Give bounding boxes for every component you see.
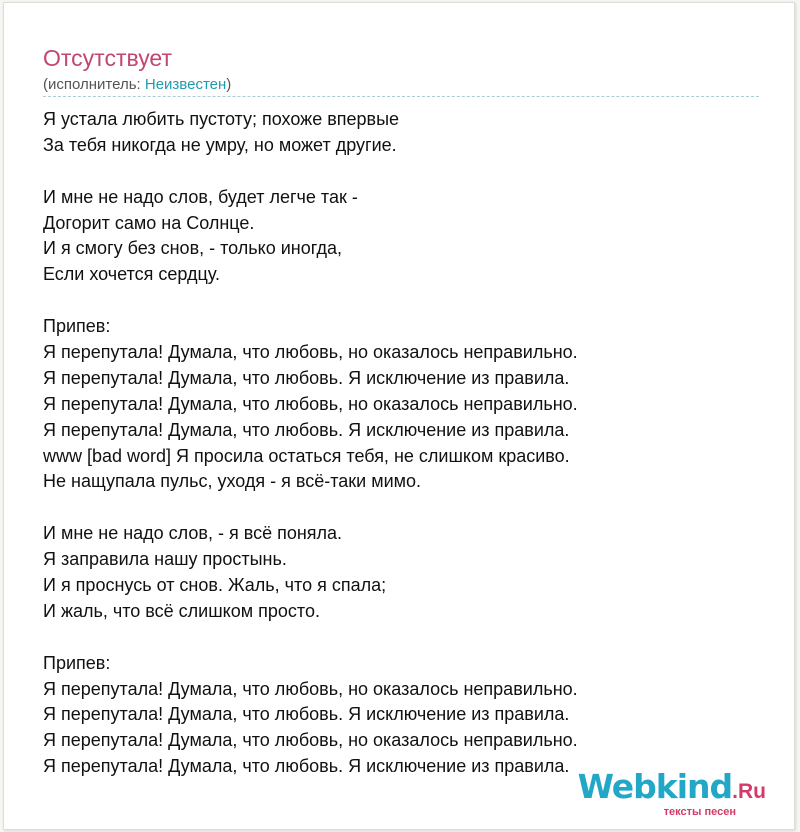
lyric-line: www [bad word] Я просила остаться тебя, не слишком красиво.	[43, 445, 570, 466]
lyric-line: Я заправила нашу простынь.	[43, 549, 287, 570]
lyric-line: Если хочется сердцу.	[43, 264, 220, 285]
lyric-blank-line	[43, 625, 763, 651]
lyric-blank-line	[43, 495, 763, 521]
lyric-line: Я перепутала! Думала, что любовь. Я исключение из правила.	[43, 367, 570, 388]
artist-prefix: (исполнитель:	[43, 76, 145, 93]
lyrics-page	[3, 2, 795, 830]
header-divider	[43, 96, 759, 97]
webkind-logo[interactable]	[576, 767, 766, 818]
lyric-line: Я перепутала! Думала, что любовь, но оказалось неправильно.	[43, 393, 578, 414]
lyric-line: Я перепутала! Думала, что любовь, но оказалось неправильно.	[43, 730, 578, 751]
lyric-line: И я смогу без снов, - только иногда,	[43, 238, 343, 259]
artist-link[interactable]: Неизвестен	[144, 76, 227, 93]
lyric-blank-line	[43, 159, 763, 185]
lyric-line: Я перепутала! Думала, что любовь. Я исключение из правила.	[43, 419, 570, 440]
lyric-line: И жаль, что всё слишком просто.	[43, 600, 320, 621]
lyric-line: Я перепутала! Думала, что любовь. Я исключение из правила.	[43, 756, 570, 777]
song-title: Отсутствует	[43, 45, 172, 71]
lyric-line: Я перепутала! Думала, что любовь. Я исключение из правила.	[43, 704, 570, 725]
logo-brand: Webkind	[577, 767, 733, 806]
lyric-line: Я перепутала! Думала, что любовь, но оказалось неправильно.	[43, 678, 578, 699]
lyric-line: И мне не надо слов, - я всё поняла.	[43, 523, 343, 544]
artist-suffix: )	[226, 76, 232, 93]
artist-line	[43, 75, 231, 95]
lyric-blank-line	[43, 288, 763, 314]
lyric-line: Не нащупала пульс, уходя - я всё-таки мимо.	[43, 471, 422, 492]
logo-wordmark	[576, 769, 766, 810]
lyric-line: Догорит само на Солнце.	[43, 212, 255, 233]
lyric-line: Я устала любить пустоту; похоже впервые	[43, 109, 400, 129]
lyric-line: За тебя никогда не умру, но может другие.	[43, 134, 397, 155]
lyric-line: И я проснусь от снов. Жаль, что я спала;	[43, 575, 387, 596]
lyric-line: И мне не надо слов, будет легче так -	[43, 186, 358, 207]
lyrics-body	[43, 107, 763, 780]
logo-tagline: тексты песен	[663, 806, 736, 818]
logo-tld: .Ru	[732, 780, 766, 803]
lyric-line: Припев:	[43, 652, 111, 673]
lyric-line: Я перепутала! Думала, что любовь, но оказалось неправильно.	[43, 342, 578, 363]
lyric-line: Припев:	[43, 316, 111, 337]
